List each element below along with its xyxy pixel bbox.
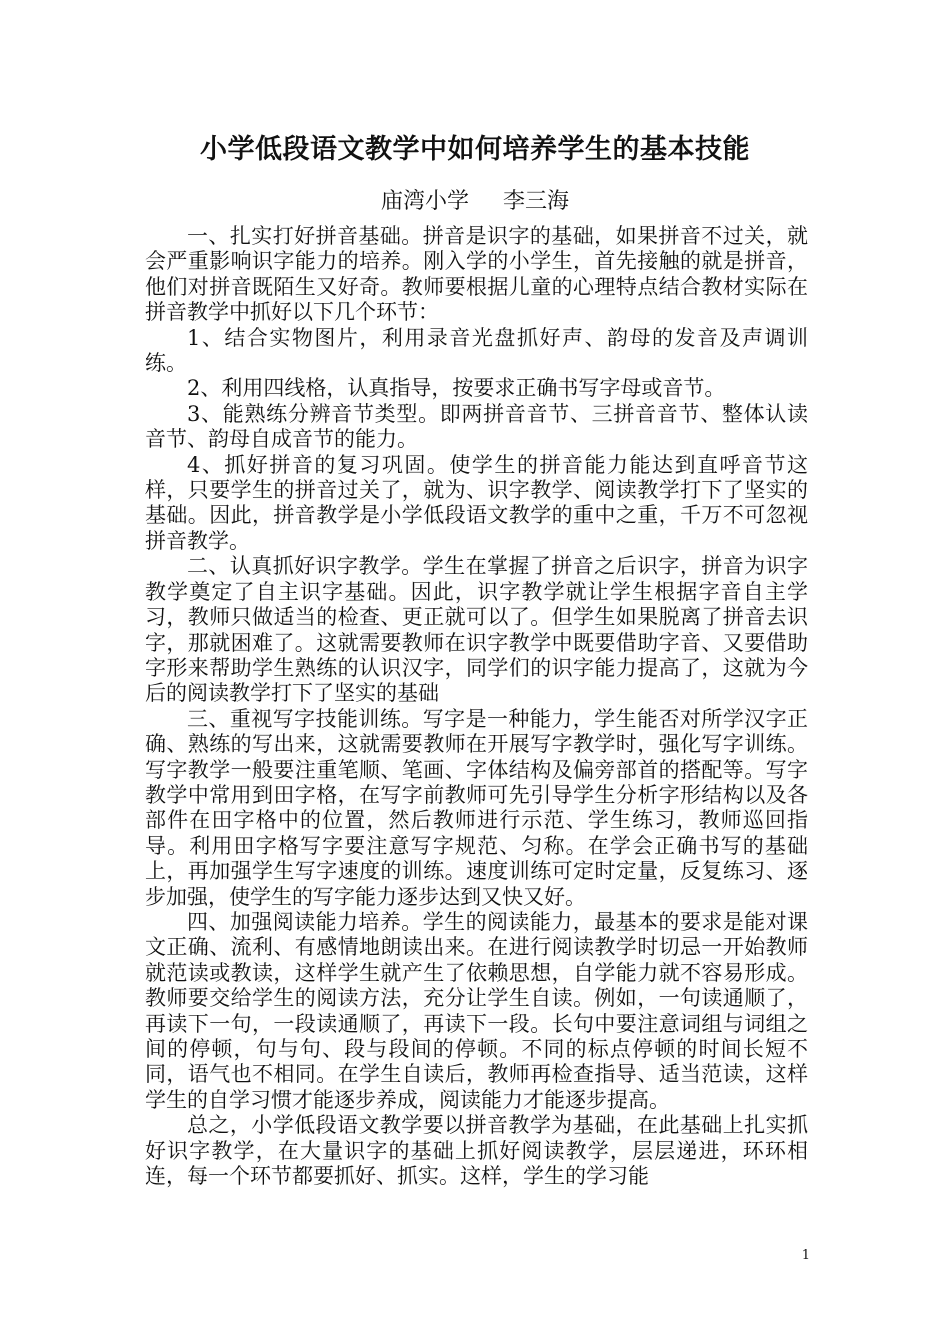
page-number: 1 [801, 1248, 810, 1263]
paragraph: 三、重视写字技能训练。写字是一种能力，学生能否对所学汉字正确、熟练的写出来，这就需要教师在开展写字教学时，强化写字训练。写字教学一般要注重笔顺、笔画、字体结构及偏旁部首的搭配等。写字教学中常用到田字格，在写字前教师可先引导学生分析字形结构以及各部件在田字格中的位置，然后教师进行示范、学生练习，教师巡回指导。利用田字格写字要注意写字规范、匀称。在学会正确书写的基础上，再加强学生写字速度的训练。速度训练可定时定量，反复练习、逐步加强，使学生的写字能力逐步达到又快又好。 [145, 706, 808, 909]
author-name: 李三海 [503, 189, 570, 214]
paragraph: 四、加强阅读能力培养。学生的阅读能力，最基本的要求是能对课文正确、流利、有感情地朗读出来。在进行阅读教学时切忌一开始教师就范读或教读，这样学生就产生了依赖思想，自学能力就不容易形成。教师要交给学生的阅读方法，充分让学生自读。例如，一句读通顺了，再读下一句，一段读通顺了，再读下一段。长句中要注意词组与词组之间的停顿，句与句、段与段间的停顿。不同的标点停顿的时间长短不同，语气也不相同。在学生自读后，教师再检查指导、适当范读，这样学生的自学习惯才能逐步养成，阅读能力才能逐步提高。 [145, 909, 808, 1112]
byline [0, 186, 950, 218]
paragraph: 3、能熟练分辨音节类型。即两拼音音节、三拼音音节、整体认读音节、韵母自成音节的能力。 [145, 401, 808, 452]
paragraph: 总之，小学低段语文教学要以拼音教学为基础，在此基础上扎实抓好识字教学，在大量识字的基础上抓好阅读教学，层层递进，环环相连，每一个环节都要抓好、抓实。这样，学生的学习能 [145, 1113, 808, 1189]
document-title: 小学低段语文教学中如何培养学生的基本技能 [200, 134, 750, 165]
paragraph: 4、抓好拼音的复习巩固。使学生的拼音能力能达到直呼音节这样，只要学生的拼音过关了，就为、识字教学、阅读教学打下了坚实的基础。因此，拼音教学是小学低段语文教学的重中之重，千万不可忽视拼音教学。 [145, 452, 808, 553]
paragraph: 1、结合实物图片，利用录音光盘抓好声、韵母的发音及声调训练。 [145, 325, 808, 376]
paragraph: 二、认真抓好识字教学。学生在掌握了拼音之后识字，拼音为识字教学奠定了自主识字基础。因此，识字教学就让学生根据字音自主学习，教师只做适当的检查、更正就可以了。但学生如果脱离了拼音去识字，那就困难了。这就需要教师在识字教学中既要借助字音、又要借助字形来帮助学生熟练的认识汉字，同学们的识字能力提高了，这就为今后的阅读教学打下了坚实的基础 [145, 554, 808, 706]
paragraph: 一、扎实打好拼音基础。拼音是识字的基础，如果拼音不过关，就会严重影响识字能力的培养。刚入学的小学生，首先接触的就是拼音，他们对拼音既陌生又好奇。教师要根据儿童的心理特点结合教材实际在拼音教学中抓好以下几个环节： [145, 224, 808, 325]
school-name: 庙湾小学 [380, 189, 469, 214]
paragraph: 2、利用四线格，认真指导，按要求正确书写字母或音节。 [187, 376, 726, 401]
body-text [145, 224, 808, 1189]
